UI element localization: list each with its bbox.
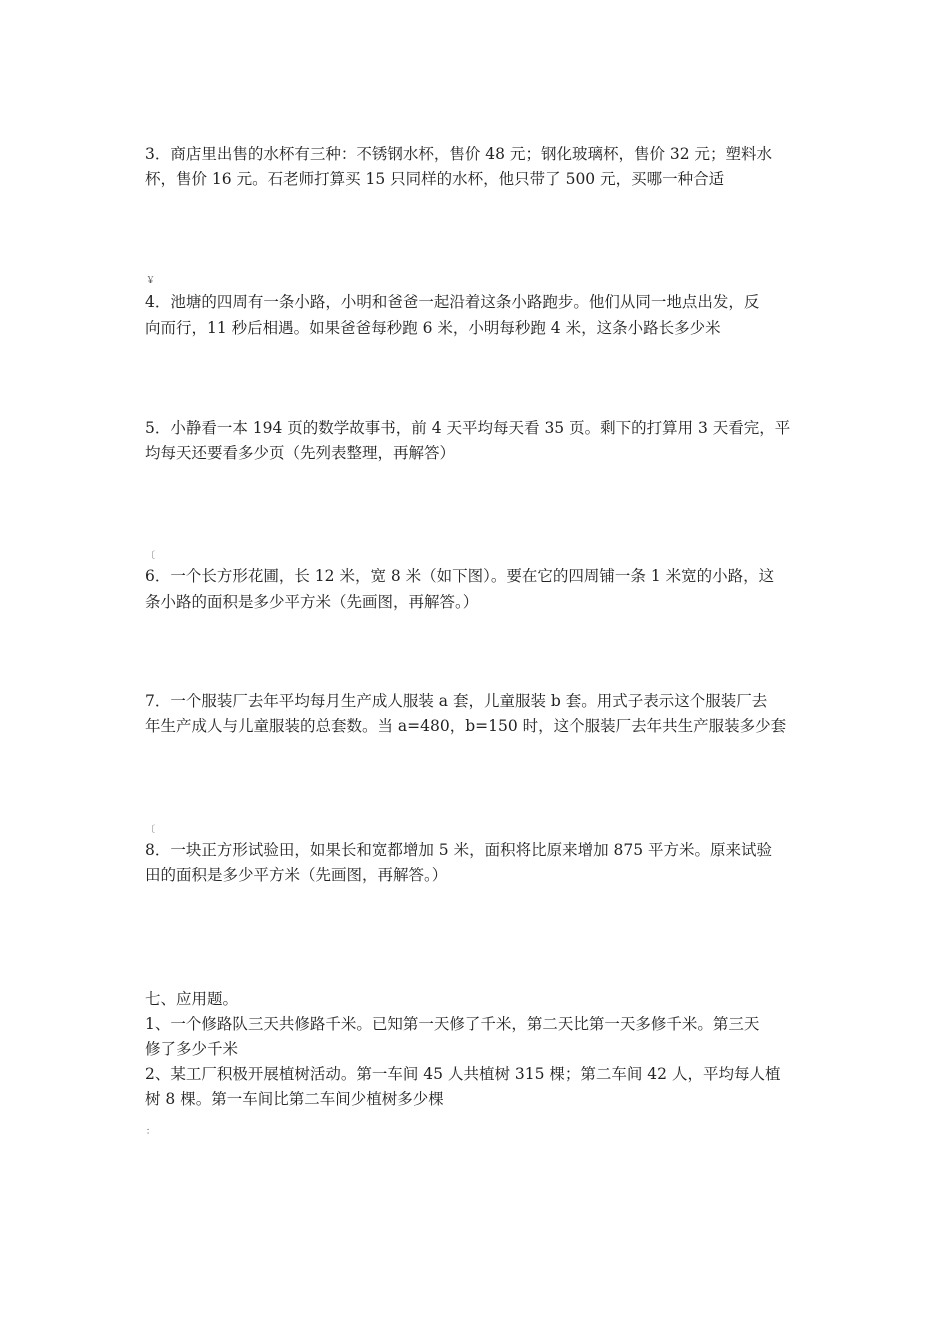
stray-mark: 〔 bbox=[146, 551, 156, 561]
stray-mark: 〔 bbox=[146, 825, 156, 835]
problem-8-line-2: 田的面积是多少平方米（先画图，再解答。） bbox=[145, 866, 448, 884]
problem-7-line-2: 年生产成人与儿童服装的总套数。当 a=480，b=150 时，这个服装厂去年共生产服装多少套 bbox=[145, 717, 787, 735]
problem-5-line-2: 均每天还要看多少页（先列表整理，再解答） bbox=[145, 444, 456, 462]
problem-4-line-1: 4．池塘的四周有一条小路，小明和爸爸一起沿着这条小路跑步。他们从同一地点出发，反 bbox=[145, 293, 760, 311]
application-2-line-1: 2、某工厂积极开展植树活动。第一车间 45 人共植树 315 棵；第二车间 42 人，平均每人植 bbox=[145, 1065, 781, 1083]
problem-7-line-1: 7．一个服装厂去年平均每月生产成人服装 a 套，儿童服装 b 套。用式子表示这个服装厂去 bbox=[145, 692, 768, 710]
problem-3-line-1: 3．商店里出售的水杯有三种：不锈钢水杯，售价 48 元；钢化玻璃杯，售价 32 元；塑料水 bbox=[145, 145, 773, 163]
problem-6-line-1: 6．一个长方形花圃，长 12 米，宽 8 米（如下图）。要在它的四周铺一条 1 米宽的小路，这 bbox=[145, 567, 775, 585]
problem-8-line-1: 8．一块正方形试验田，如果长和宽都增加 5 米，面积将比原来增加 875 平方米。原来试验 bbox=[145, 841, 773, 859]
stray-mark: ￥ bbox=[146, 276, 156, 286]
application-2-line-2: 树 8 棵。第一车间比第二车间少植树多少棵 bbox=[145, 1090, 444, 1108]
application-1-line-2: 修了多少千米 bbox=[145, 1040, 239, 1058]
application-1-line-1: 1、一个修路队三天共修路千米。已知第一天修了千米，第二天比第一天多修千米。第三天 bbox=[145, 1015, 760, 1033]
stray-mark: ： bbox=[146, 1127, 156, 1137]
problem-3-line-2: 杯，售价 16 元。石老师打算买 15 只同样的水杯，他只带了 500 元，买哪一种合适 bbox=[145, 170, 725, 188]
problem-6-line-2: 条小路的面积是多少平方米（先画图，再解答。） bbox=[145, 593, 479, 611]
problem-4-line-2: 向而行，11 秒后相遇。如果爸爸每秒跑 6 米，小明每秒跑 4 米，这条小路长多少米 bbox=[145, 319, 721, 337]
section-7-heading: 七、应用题。 bbox=[145, 990, 239, 1008]
problem-5-line-1: 5．小静看一本 194 页的数学故事书，前 4 天平均每天看 35 页。剩下的打算用 3 天看完，平 bbox=[145, 419, 791, 437]
